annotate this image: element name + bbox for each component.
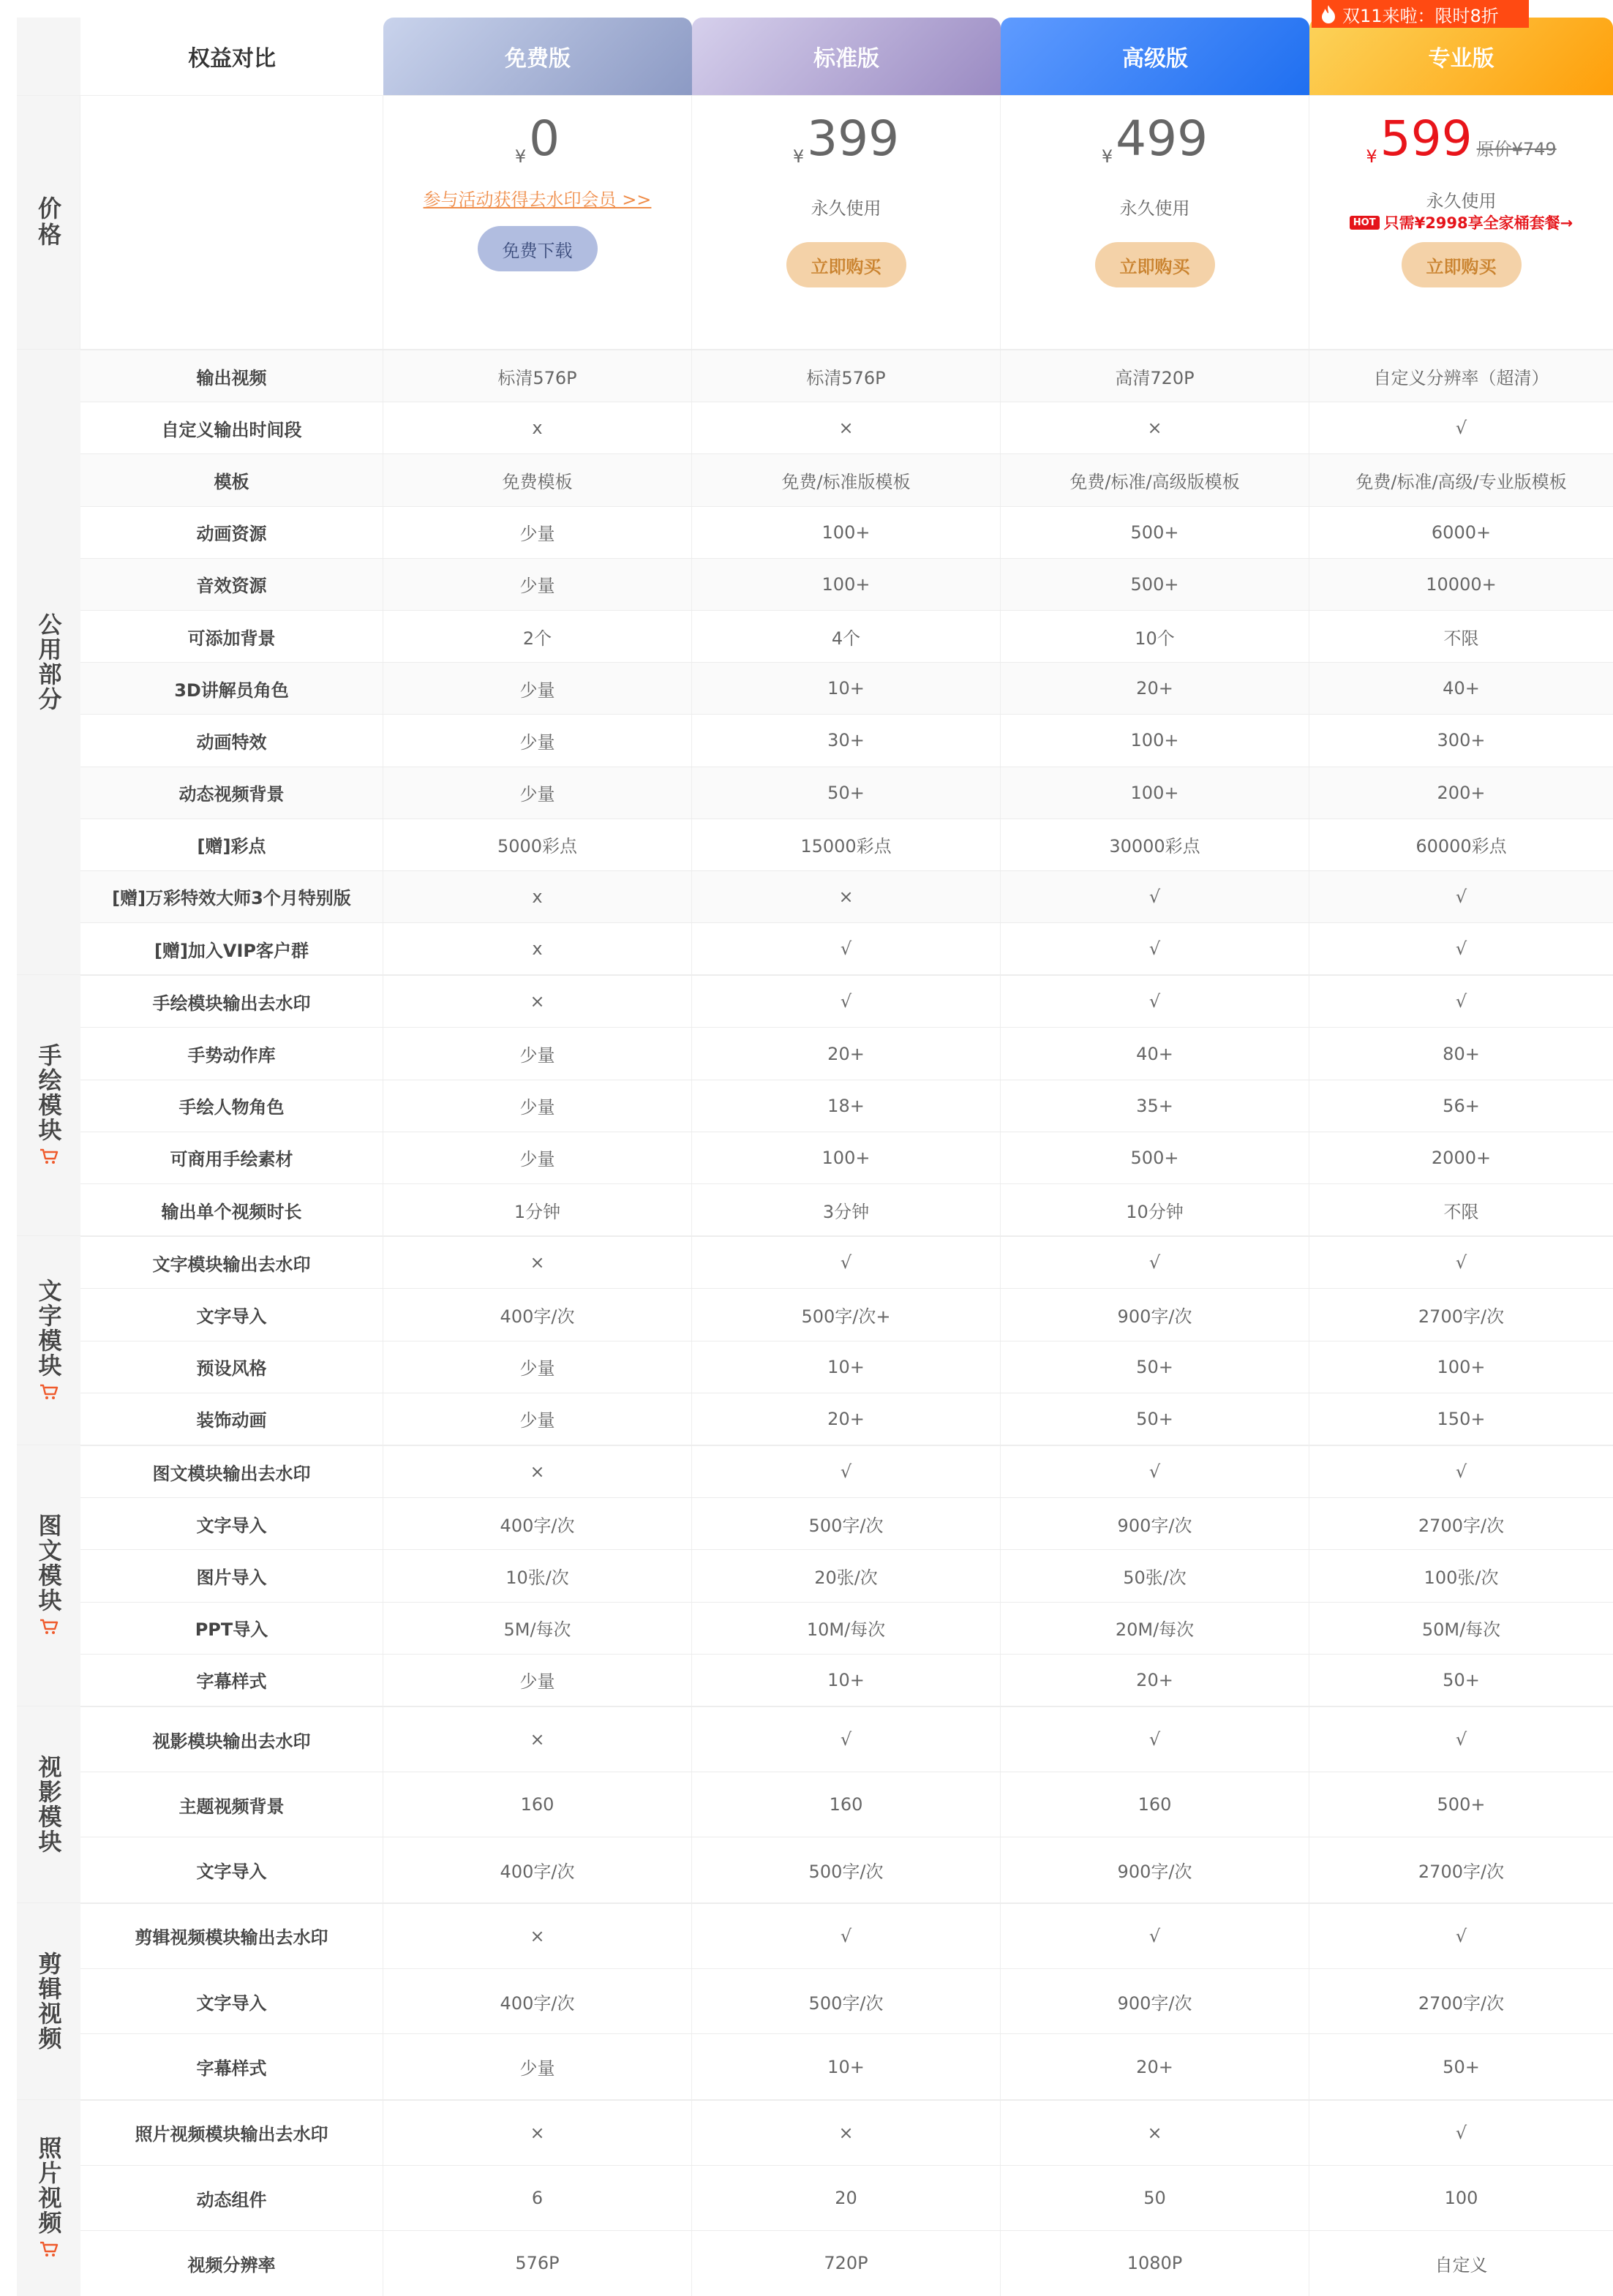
feature-name: 动画资源 xyxy=(80,507,383,558)
free-value: 400字/次 xyxy=(383,1837,692,1902)
free-value: 少量 xyxy=(383,1655,692,1706)
standard-value: √ xyxy=(692,1904,1001,1968)
table-row xyxy=(80,922,1613,974)
free-value: 400字/次 xyxy=(383,1289,692,1340)
shopping-cart-icon[interactable] xyxy=(40,2241,59,2257)
currency-symbol: ¥ xyxy=(1101,146,1113,167)
pro-value: √ xyxy=(1455,991,1467,1012)
free-value: 标清576P xyxy=(383,350,692,402)
standard-value: 20+ xyxy=(692,1393,1001,1445)
standard-value: 30+ xyxy=(692,715,1001,766)
price-value: 499 xyxy=(1116,110,1208,167)
feature-name: 可商用手绘素材 xyxy=(80,1132,383,1183)
pro-value: 80+ xyxy=(1443,1043,1480,1064)
table-row xyxy=(80,1903,1613,1968)
pro-value: 50+ xyxy=(1443,1669,1480,1690)
advanced-value: 50张/次 xyxy=(1001,1550,1309,1601)
free-value: 6 xyxy=(383,2166,692,2230)
feature-section xyxy=(17,1445,1613,1706)
table-row xyxy=(80,1341,1613,1393)
table-row xyxy=(80,2033,1613,2099)
price-value: 599 xyxy=(1380,110,1473,167)
table-row xyxy=(80,610,1613,662)
feature-name: 预设风格 xyxy=(80,1341,383,1393)
advanced-value: 10分钟 xyxy=(1001,1184,1309,1235)
feature-name: 自定义输出时间段 xyxy=(80,402,383,453)
free-value: 少量 xyxy=(383,663,692,714)
table-row xyxy=(80,1027,1613,1079)
pro-value: 10000+ xyxy=(1426,573,1497,595)
feature-name: 字幕样式 xyxy=(80,1655,383,1706)
section-title: 视影模块 xyxy=(34,1754,63,1854)
feature-name: 动态视频背景 xyxy=(80,767,383,818)
plan-header-advanced: 高级版 xyxy=(1001,18,1309,95)
feature-name: 3D讲解员角色 xyxy=(80,663,383,714)
standard-value: × xyxy=(692,402,1001,453)
free-value: 少量 xyxy=(383,559,692,610)
advanced-value: 40+ xyxy=(1001,1028,1309,1079)
advanced-value: √ xyxy=(1001,1446,1309,1497)
pro-value: 免费/标准/高级/专业版模板 xyxy=(1356,471,1567,492)
feature-name: 输出视频 xyxy=(80,350,383,402)
usage-note: 永久使用 xyxy=(1119,198,1190,219)
free-value: 少量 xyxy=(383,1080,692,1132)
standard-value: √ xyxy=(692,923,1001,974)
price-section-title: 价格 xyxy=(17,96,80,349)
table-row xyxy=(80,1183,1613,1235)
section-title: 手绘模块 xyxy=(34,1043,63,1143)
price-amount xyxy=(383,110,691,167)
pro-value: √ xyxy=(1455,418,1467,439)
table-row xyxy=(80,818,1613,870)
price-amount xyxy=(1309,110,1613,167)
standard-value: √ xyxy=(692,1707,1001,1772)
bundle-offer[interactable] xyxy=(1309,211,1613,233)
feature-name: 图片导入 xyxy=(80,1550,383,1601)
feature-name: [赠]彩点 xyxy=(80,819,383,870)
table-row xyxy=(80,1497,1613,1549)
pro-value: 100 xyxy=(1444,2188,1478,2209)
standard-value: 18+ xyxy=(692,1080,1001,1132)
pro-value: 500+ xyxy=(1437,1794,1486,1815)
standard-value: 10+ xyxy=(692,1655,1001,1706)
feature-section xyxy=(17,1235,1613,1445)
section-title-cell xyxy=(17,1903,80,2099)
advanced-value: × xyxy=(1001,2101,1309,2165)
pro-value: √ xyxy=(1455,1461,1467,1483)
plan-header-standard: 标准版 xyxy=(692,18,1001,95)
table-row xyxy=(80,714,1613,766)
feature-name: 输出单个视频时长 xyxy=(80,1184,383,1235)
pro-value: 2000+ xyxy=(1431,1147,1492,1168)
advanced-value: √ xyxy=(1001,871,1309,922)
bundle-offer-text: 只需¥2998享全家桶套餐→ xyxy=(1383,214,1573,232)
price-amount xyxy=(692,110,1000,167)
advanced-value: 500+ xyxy=(1001,1132,1309,1183)
buy-button-standard[interactable]: 立即购买 xyxy=(786,242,906,287)
table-row xyxy=(80,2165,1613,2230)
free-value: 少量 xyxy=(383,1028,692,1079)
pro-value: √ xyxy=(1455,1252,1467,1273)
advanced-value: √ xyxy=(1001,976,1309,1027)
feature-section xyxy=(17,1902,1613,2099)
standard-value: 10+ xyxy=(692,2034,1001,2099)
pro-value: 2700字/次 xyxy=(1418,1306,1505,1327)
table-header xyxy=(17,18,1613,95)
header-label: 权益对比 xyxy=(80,18,383,95)
free-value: × xyxy=(383,1237,692,1288)
table-row xyxy=(80,1706,1613,1772)
section-title: 文字模块 xyxy=(34,1278,63,1378)
pro-value: √ xyxy=(1455,938,1467,960)
advanced-value: √ xyxy=(1001,1237,1309,1288)
plan-header-free: 免费版 xyxy=(383,18,692,95)
advanced-value: 免费/标准/高级版模板 xyxy=(1001,454,1309,505)
feature-section xyxy=(17,974,1613,1235)
free-value: × xyxy=(383,1446,692,1497)
advanced-value: 160 xyxy=(1001,1772,1309,1837)
table-row xyxy=(80,2100,1613,2165)
currency-symbol: ¥ xyxy=(514,146,527,167)
plan-header-pro: 专业版 xyxy=(1309,18,1613,95)
standard-value: 100+ xyxy=(692,507,1001,558)
standard-value: 10M/每次 xyxy=(692,1603,1001,1654)
free-value: 少量 xyxy=(383,1132,692,1183)
standard-value: 10+ xyxy=(692,663,1001,714)
advanced-value: 35+ xyxy=(1001,1080,1309,1132)
advanced-value: 20+ xyxy=(1001,1655,1309,1706)
advanced-value: √ xyxy=(1001,1904,1309,1968)
section-title: 公用部分 xyxy=(34,612,63,712)
price-label-cell xyxy=(80,96,383,349)
advanced-value: 高清720P xyxy=(1001,350,1309,402)
table-row xyxy=(80,1968,1613,2033)
advanced-value: 100+ xyxy=(1001,715,1309,766)
advanced-value: 1080P xyxy=(1001,2231,1309,2295)
feature-name: 文字模块输出去水印 xyxy=(80,1237,383,1288)
pro-value: 2700字/次 xyxy=(1418,1862,1505,1883)
pro-value: 2700字/次 xyxy=(1418,1515,1505,1536)
standard-value: 50+ xyxy=(692,767,1001,818)
free-value: 少量 xyxy=(383,1393,692,1445)
standard-value: 10+ xyxy=(692,1341,1001,1393)
advanced-value: 900字/次 xyxy=(1001,1969,1309,2033)
advanced-value: √ xyxy=(1001,923,1309,974)
pro-value: 60000彩点 xyxy=(1415,836,1507,857)
pro-value: 自定义分辨率（超清） xyxy=(1373,367,1549,388)
section-title-cell xyxy=(17,975,80,1235)
free-value: 少量 xyxy=(383,767,692,818)
feature-name: 音效资源 xyxy=(80,559,383,610)
table-row xyxy=(80,350,1613,402)
header-corner xyxy=(17,18,80,95)
section-title: 图文模块 xyxy=(34,1513,63,1613)
pro-value: 200+ xyxy=(1437,782,1486,803)
feature-name: 手势动作库 xyxy=(80,1028,383,1079)
feature-name: 字幕样式 xyxy=(80,2034,383,2099)
advanced-value: 50+ xyxy=(1001,1393,1309,1445)
table-row xyxy=(80,870,1613,922)
comparison-table xyxy=(17,5,1613,2296)
free-value: 576P xyxy=(383,2231,692,2295)
advanced-value: 500+ xyxy=(1001,507,1309,558)
free-value: 5M/每次 xyxy=(383,1603,692,1654)
feature-name: PPT导入 xyxy=(80,1603,383,1654)
standard-value: × xyxy=(692,2101,1001,2165)
feature-name: [赠]万彩特效大师3个月特别版 xyxy=(80,871,383,922)
feature-name: 装饰动画 xyxy=(80,1393,383,1445)
advanced-value: 20+ xyxy=(1001,2034,1309,2099)
advanced-value: 30000彩点 xyxy=(1001,819,1309,870)
free-value: 2个 xyxy=(383,611,692,662)
feature-name: 动态组件 xyxy=(80,2166,383,2230)
feature-section xyxy=(17,349,1613,974)
free-value: × xyxy=(383,2101,692,2165)
standard-value: 100+ xyxy=(692,1132,1001,1183)
pro-value: 100张/次 xyxy=(1424,1567,1499,1588)
section-title-cell xyxy=(17,1706,80,1902)
section-title-cell xyxy=(17,2100,80,2296)
free-value: x xyxy=(383,871,692,922)
feature-name: 剪辑视频模块输出去水印 xyxy=(80,1904,383,1968)
table-row xyxy=(80,1236,1613,1288)
feature-name: 文字导入 xyxy=(80,1969,383,2033)
section-title-cell xyxy=(17,350,80,974)
advanced-value: 900字/次 xyxy=(1001,1498,1309,1549)
advanced-value: 50+ xyxy=(1001,1341,1309,1393)
free-value: x xyxy=(383,402,692,453)
price-row xyxy=(17,95,1613,349)
table-row xyxy=(80,1080,1613,1132)
pro-value: 2700字/次 xyxy=(1418,1992,1505,2014)
pro-value: √ xyxy=(1455,886,1467,907)
buy-button-advanced[interactable]: 立即购买 xyxy=(1095,242,1215,287)
feature-section xyxy=(17,1706,1613,1902)
price-value: 0 xyxy=(529,110,560,167)
price-value: 399 xyxy=(807,110,900,167)
table-row xyxy=(80,506,1613,558)
table-row xyxy=(80,1602,1613,1654)
table-row xyxy=(80,558,1613,610)
standard-value: 20+ xyxy=(692,1028,1001,1079)
buy-button-pro[interactable]: 立即购买 xyxy=(1402,242,1522,287)
standard-value: 500字/次+ xyxy=(692,1289,1001,1340)
price-advanced xyxy=(1001,96,1309,349)
advanced-value: 100+ xyxy=(1001,767,1309,818)
advanced-value: 900字/次 xyxy=(1001,1837,1309,1902)
free-value: 免费模板 xyxy=(383,454,692,505)
advanced-value: × xyxy=(1001,402,1309,453)
standard-value: √ xyxy=(692,1237,1001,1288)
free-value: x xyxy=(383,923,692,974)
advanced-value: 500+ xyxy=(1001,559,1309,610)
table-row xyxy=(80,453,1613,505)
promo-banner[interactable] xyxy=(1312,0,1529,28)
advanced-value: 10个 xyxy=(1001,611,1309,662)
table-row xyxy=(80,1288,1613,1340)
feature-section xyxy=(17,2099,1613,2296)
feature-name: [赠]加入VIP客户群 xyxy=(80,923,383,974)
standard-value: 标清576P xyxy=(692,350,1001,402)
standard-value: 20张/次 xyxy=(692,1550,1001,1601)
feature-name: 照片视频模块输出去水印 xyxy=(80,2101,383,2165)
standard-value: 720P xyxy=(692,2231,1001,2295)
table-row xyxy=(80,975,1613,1027)
feature-name: 文字导入 xyxy=(80,1498,383,1549)
section-title: 照片视频 xyxy=(34,2135,63,2235)
advanced-value: √ xyxy=(1001,1707,1309,1772)
feature-name: 文字导入 xyxy=(80,1837,383,1902)
feature-sections xyxy=(17,349,1613,2296)
standard-value: √ xyxy=(692,976,1001,1027)
usage-note: 永久使用 xyxy=(811,198,881,219)
pro-value: 不限 xyxy=(1443,628,1479,649)
advanced-value: 20+ xyxy=(1001,663,1309,714)
feature-name: 文字导入 xyxy=(80,1289,383,1340)
price-free xyxy=(383,96,692,349)
standard-value: 15000彩点 xyxy=(692,819,1001,870)
shopping-cart-icon[interactable] xyxy=(40,1384,59,1400)
original-price: 原价¥749 xyxy=(1476,139,1557,159)
feature-name: 模板 xyxy=(80,454,383,505)
free-value: × xyxy=(383,1904,692,1968)
feature-name: 手绘人物角色 xyxy=(80,1080,383,1132)
standard-value: 100+ xyxy=(692,559,1001,610)
pro-value: 300+ xyxy=(1437,730,1486,751)
hot-badge: HOT xyxy=(1350,216,1380,230)
pro-value: 50M/每次 xyxy=(1421,1619,1501,1641)
price-amount xyxy=(1001,110,1309,167)
table-row xyxy=(80,767,1613,818)
free-download-button[interactable]: 免费下载 xyxy=(478,226,598,271)
pro-value: 不限 xyxy=(1443,1201,1479,1222)
free-value: 1分钟 xyxy=(383,1184,692,1235)
standard-value: 500字/次 xyxy=(692,1837,1001,1902)
feature-name: 视频分辨率 xyxy=(80,2231,383,2295)
standard-value: × xyxy=(692,871,1001,922)
free-value: 400字/次 xyxy=(383,1969,692,2033)
advanced-value: 50 xyxy=(1001,2166,1309,2230)
table-row xyxy=(80,402,1613,453)
free-value: × xyxy=(383,976,692,1027)
pro-value: √ xyxy=(1455,1729,1467,1750)
standard-value: 免费/标准版模板 xyxy=(692,454,1001,505)
pro-value: 150+ xyxy=(1437,1408,1486,1429)
feature-name: 动画特效 xyxy=(80,715,383,766)
standard-value: √ xyxy=(692,1446,1001,1497)
standard-value: 160 xyxy=(692,1772,1001,1837)
pro-value: 6000+ xyxy=(1431,522,1492,543)
promo-text: 双11来啦：限时8折 xyxy=(1342,5,1499,26)
feature-name: 主题视频背景 xyxy=(80,1772,383,1837)
standard-value: 20 xyxy=(692,2166,1001,2230)
free-value: 少量 xyxy=(383,507,692,558)
pro-value: 自定义 xyxy=(1435,2254,1488,2276)
advanced-value: 20M/每次 xyxy=(1001,1603,1309,1654)
price-pro xyxy=(1309,96,1613,349)
section-title-cell xyxy=(17,1445,80,1706)
free-value: 10张/次 xyxy=(383,1550,692,1601)
pro-value: √ xyxy=(1455,2122,1467,2143)
feature-name: 手绘模块输出去水印 xyxy=(80,976,383,1027)
standard-value: 4个 xyxy=(692,611,1001,662)
free-value: 400字/次 xyxy=(383,1498,692,1549)
promo-link[interactable]: 参与活动获得去水印会员 >> xyxy=(423,189,652,210)
table-row xyxy=(80,1654,1613,1706)
currency-symbol: ¥ xyxy=(792,146,805,167)
pro-value: 56+ xyxy=(1443,1095,1480,1116)
currency-symbol: ¥ xyxy=(1366,146,1377,167)
advanced-value: 900字/次 xyxy=(1001,1289,1309,1340)
section-title: 剪辑视频 xyxy=(34,1951,63,2051)
usage-note: 永久使用 xyxy=(1426,191,1497,211)
free-value: × xyxy=(383,1707,692,1772)
free-value: 160 xyxy=(383,1772,692,1837)
table-row xyxy=(80,1772,1613,1837)
standard-value: 3分钟 xyxy=(692,1184,1001,1235)
feature-name: 图文模块输出去水印 xyxy=(80,1446,383,1497)
pro-value: 40+ xyxy=(1443,678,1480,699)
pro-value: 100+ xyxy=(1437,1356,1486,1377)
flame-icon xyxy=(1320,4,1336,23)
table-row xyxy=(80,1549,1613,1601)
free-value: 少量 xyxy=(383,2034,692,2099)
standard-value: 500字/次 xyxy=(692,1969,1001,2033)
table-row xyxy=(80,1132,1613,1183)
feature-name: 视影模块输出去水印 xyxy=(80,1707,383,1772)
free-value: 少量 xyxy=(383,1341,692,1393)
table-row xyxy=(80,1837,1613,1902)
free-value: 5000彩点 xyxy=(383,819,692,870)
table-row xyxy=(80,662,1613,714)
shopping-cart-icon[interactable] xyxy=(40,1148,59,1164)
table-row xyxy=(80,2230,1613,2295)
pro-value: √ xyxy=(1455,1925,1467,1946)
free-value: 少量 xyxy=(383,715,692,766)
table-row xyxy=(80,1445,1613,1497)
feature-name: 可添加背景 xyxy=(80,611,383,662)
price-standard xyxy=(692,96,1001,349)
standard-value: 500字/次 xyxy=(692,1498,1001,1549)
shopping-cart-icon[interactable] xyxy=(40,1619,59,1635)
table-row xyxy=(80,1393,1613,1445)
section-title-cell xyxy=(17,1236,80,1445)
pro-value: 50+ xyxy=(1443,2056,1480,2077)
